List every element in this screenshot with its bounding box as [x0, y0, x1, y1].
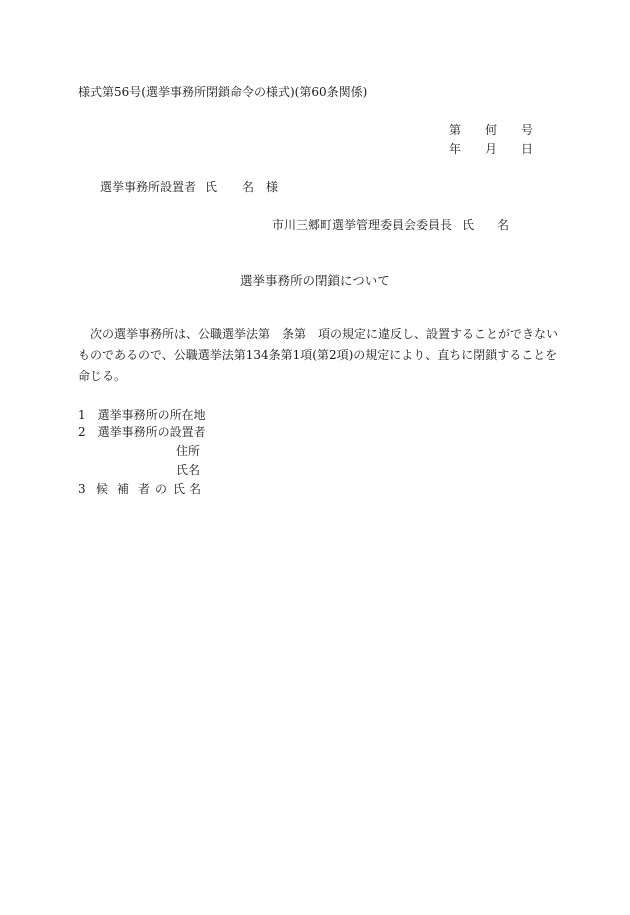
item-2-establisher: 2 選挙事務所の設置者 [78, 425, 206, 439]
form-title: 様式第56号(選挙事務所閉鎖命令の様式)(第60条関係) [78, 85, 368, 99]
number-nan: 何 [485, 123, 498, 137]
subject-heading: 選挙事務所の閉鎖について [240, 273, 390, 288]
item-3-char: 補 [117, 482, 130, 496]
body-paragraph: 次の選挙事務所は、公職選挙法第 条第 項の規定に違反し、設置することができないものであるので、公職選挙法第134条第1項(第2項)の規定により、直ちに閉鎖することを命じる。 [78, 327, 559, 383]
item-3-char: の [155, 482, 168, 496]
number-dai: 第 [449, 123, 462, 137]
sender-mei: 名 [497, 218, 510, 232]
addressee-shi: 氏 [205, 180, 218, 194]
item-3-char: 氏 [173, 482, 186, 496]
date-month: 月 [485, 142, 498, 156]
date-year: 年 [449, 142, 462, 156]
addressee-mei: 名 [242, 180, 255, 194]
addressee-sama: 様 [266, 180, 279, 194]
item-1-location: 1 選挙事務所の所在地 [78, 408, 206, 422]
addressee-role: 選挙事務所設置者 [100, 180, 197, 194]
sender-shi: 氏 [462, 218, 475, 232]
item-3-char: 名 [189, 482, 202, 496]
number-go: 号 [521, 123, 534, 137]
name-label: 氏名 [176, 463, 201, 477]
sender-org: 市川三郷町選挙管理委員会委員長 [272, 218, 453, 232]
item-3-char: 者 [138, 482, 151, 496]
item-3-number: 3 [78, 482, 86, 496]
date-day: 日 [521, 142, 534, 156]
address-label: 住所 [176, 444, 201, 458]
item-3-char: 候 [96, 482, 109, 496]
